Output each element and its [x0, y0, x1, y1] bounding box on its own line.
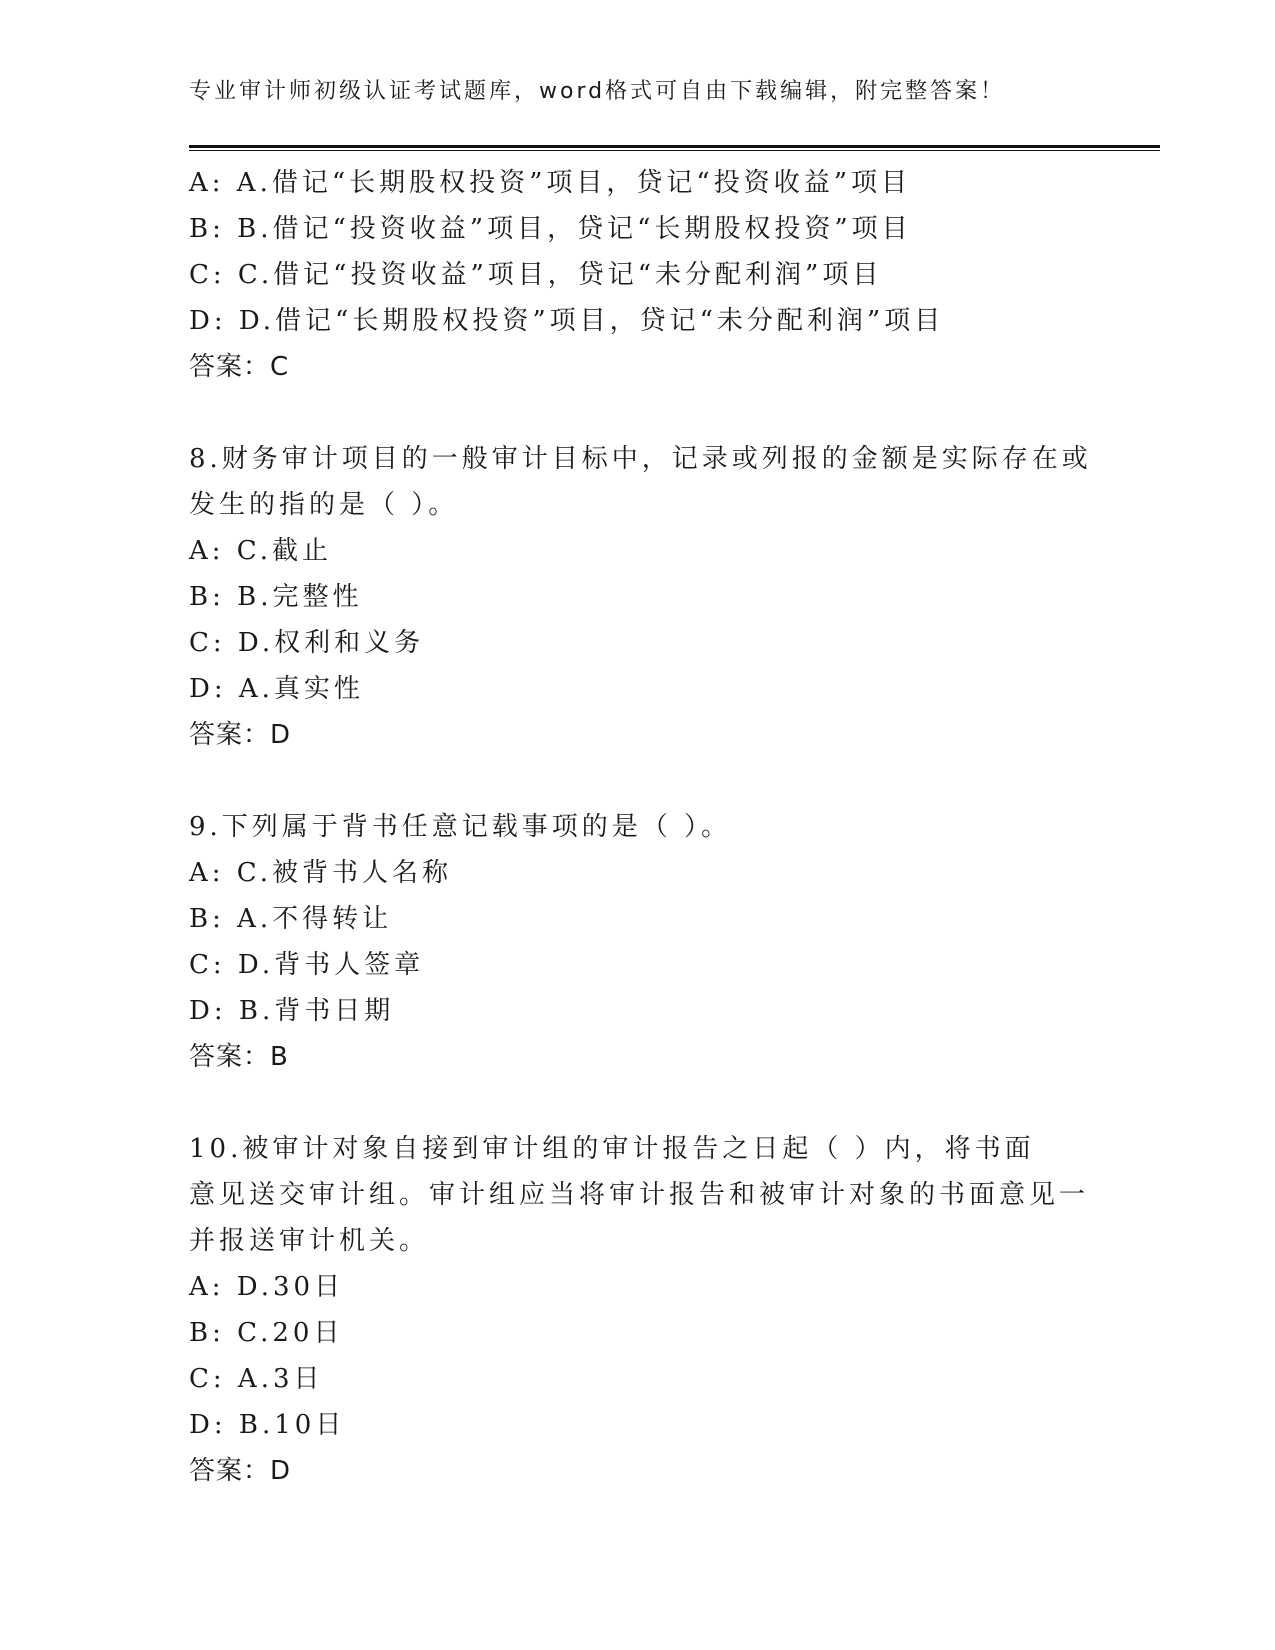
option-b: B: B.借记“投资收益”项目，贷记“长期股权投资”项目 — [189, 214, 912, 244]
option-b: B: A.不得转让 — [189, 904, 393, 934]
answer-line: 答案：D — [189, 1456, 292, 1486]
question-stem: 8.财务审计项目的一般审计目标中，记录或列报的金额是实际存在或 — [189, 444, 1092, 474]
option-d: D: D.借记“长期股权投资”项目，贷记“未分配利润”项目 — [189, 306, 945, 336]
question-8 — [189, 436, 1092, 758]
option-c: C: C.借记“投资收益”项目，贷记“未分配利润”项目 — [189, 260, 883, 290]
option-a: A: C.截止 — [189, 536, 333, 566]
question-stem: 9.下列属于背书任意记载事项的是（ ）。 — [189, 812, 732, 842]
question-stem: 发生的指的是（ ）。 — [189, 490, 459, 520]
page-header: 专业审计师初级认证考试题库，word格式可自由下载编辑，附完整答案！ — [189, 79, 1006, 104]
question-stem: 并报送审计机关。 — [189, 1226, 430, 1256]
option-c: C: D.背书人签章 — [189, 950, 425, 980]
option-d: D: B.10日 — [189, 1410, 346, 1440]
header-rule-thin — [189, 150, 1160, 151]
option-c: C: A.3日 — [189, 1364, 324, 1394]
question-list — [189, 160, 1092, 1494]
option-a: A: A.借记“长期股权投资”项目，贷记“投资收益”项目 — [189, 168, 912, 198]
spacer — [189, 758, 1089, 804]
option-a: A: D.30日 — [189, 1272, 345, 1302]
question-7 — [189, 160, 1089, 390]
option-b: B: C.20日 — [189, 1318, 344, 1348]
option-a: A: C.被背书人名称 — [189, 858, 453, 888]
answer-line: 答案：B — [189, 1042, 289, 1072]
question-9 — [189, 804, 1089, 1080]
option-c: C: D.权利和义务 — [189, 628, 425, 658]
spacer — [189, 390, 1089, 436]
question-stem: 意见送交审计组。审计组应当将审计报告和被审计对象的书面意见一 — [189, 1180, 1090, 1210]
option-d: D: B.背书日期 — [189, 996, 395, 1026]
option-d: D: A.真实性 — [189, 674, 364, 704]
header-rule-thick — [189, 145, 1160, 148]
option-b: B: B.完整性 — [189, 582, 363, 612]
answer-line: 答案：D — [189, 720, 292, 750]
answer-line: 答案：C — [189, 352, 290, 382]
spacer — [189, 1080, 1089, 1126]
question-stem: 10.被审计对象自接到审计组的审计报告之日起（ ）内，将书面 — [189, 1134, 1035, 1164]
question-10 — [189, 1126, 1089, 1494]
